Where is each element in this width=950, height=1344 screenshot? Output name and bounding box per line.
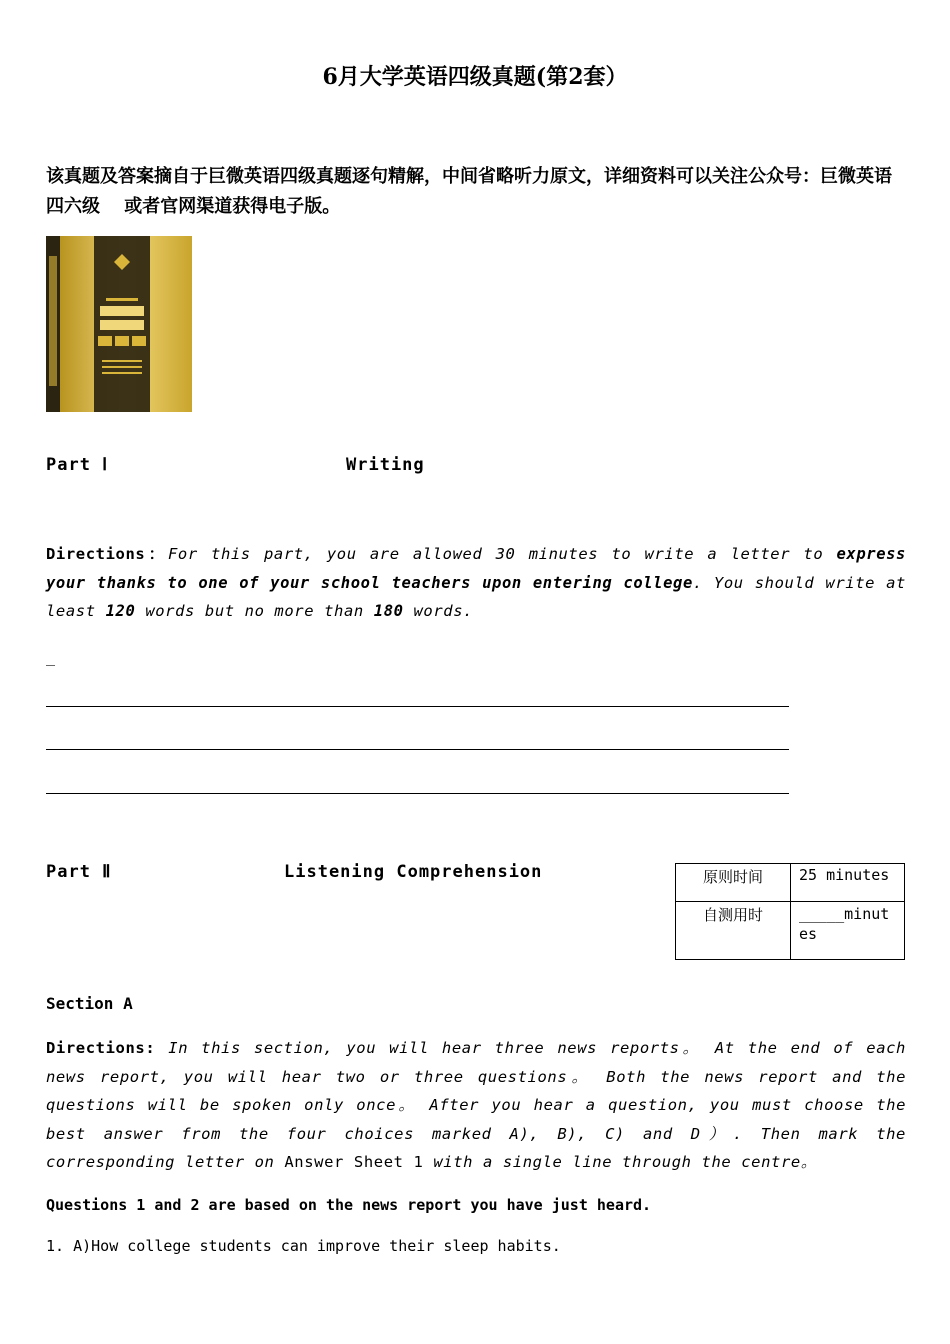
directions-emphasis: express your thanks to one of your school teachers upon entering college: [46, 545, 906, 592]
part2-name: Listening Comprehension: [284, 862, 543, 882]
directions-text: . You should write at least: [46, 573, 906, 620]
question-1-option-a[interactable]: 1. A)How college students can improve their sleep habits.: [46, 1237, 561, 1255]
writing-dash: _: [46, 648, 56, 666]
book-cover-image: [46, 236, 192, 412]
word-max: 180: [373, 602, 404, 620]
part1-directions: [46, 540, 906, 626]
actual-time-label: 自测用时: [676, 902, 791, 960]
writing-line[interactable]: [46, 706, 789, 707]
directions-label: Directions:: [46, 1039, 156, 1057]
directions-text: with a single line through the centre。: [423, 1153, 817, 1171]
intro-text: 该真题及答案摘自于巨微英语四级真题逐句精解，中间省略听力原文，详细资料可以关注公众号：巨微英语四六级 或者官网渠道获得电子版。: [46, 166, 892, 217]
planned-time-value: 25 minutes: [791, 864, 905, 902]
planned-time-label: 原则时间: [676, 864, 791, 902]
word-min: 120: [105, 602, 136, 620]
time-table: [675, 863, 905, 960]
directions-text: For this part, you are allowed 30 minutes to write a letter to: [168, 545, 837, 563]
directions-text: words but no more than: [135, 602, 374, 620]
actual-time-value[interactable]: _____minutes: [791, 902, 905, 960]
part2-directions: [46, 1034, 906, 1177]
questions-header: Questions 1 and 2 are based on the news report you have just heard.: [46, 1196, 652, 1214]
directions-text: In this section, you will hear three news reports。 At the end of each news report, you will hear two or three questions。 Both the news report and the questions will be spoken only once。 After you hear a question, you must choose the best answer from the four choices marked A), B), C) and D）. Then mark the corresponding letter on: [46, 1039, 906, 1171]
part1-name: Writing: [346, 455, 425, 475]
page-title: 6月大学英语四级真题(第2套）: [322, 64, 628, 90]
writing-line[interactable]: [46, 793, 789, 794]
part2-label: Part Ⅱ: [46, 862, 112, 882]
directions-label: Directions：: [46, 545, 168, 563]
directions-text: words.: [403, 602, 474, 620]
answer-sheet-ref: Answer Sheet 1: [284, 1153, 424, 1171]
part1-label: Part Ⅰ: [46, 455, 109, 475]
writing-line[interactable]: [46, 749, 789, 750]
section-a-heading: Section A: [46, 994, 133, 1013]
